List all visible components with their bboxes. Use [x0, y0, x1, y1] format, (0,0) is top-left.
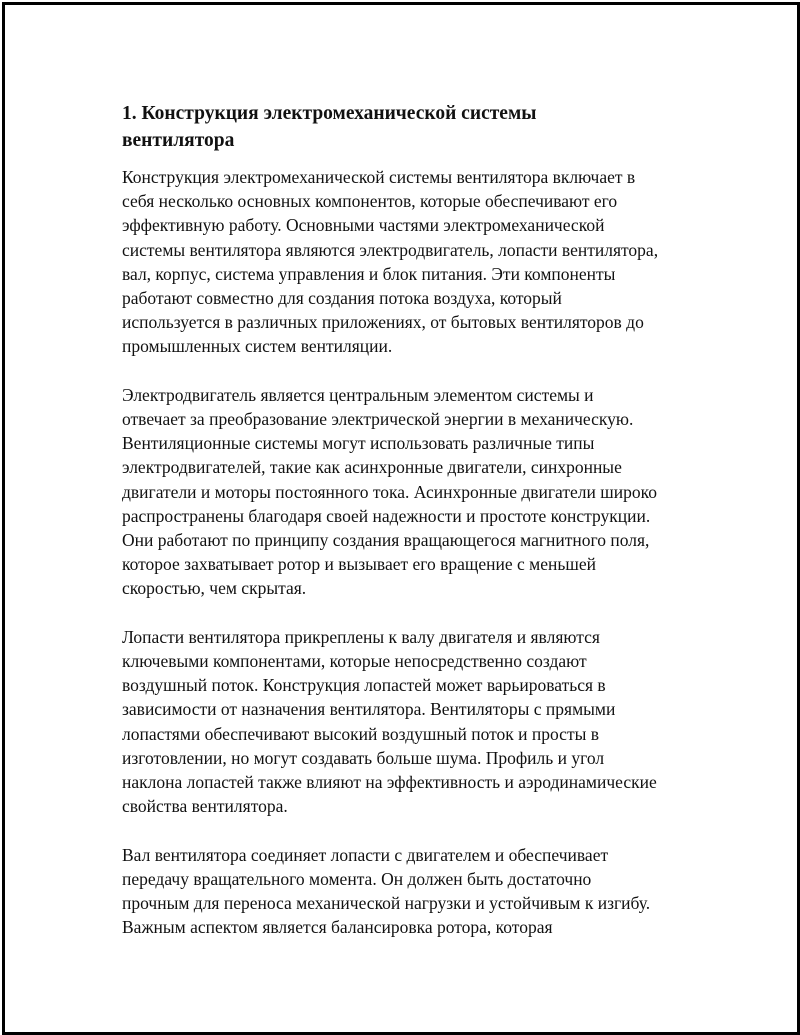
text-line: Вал вентилятора соединяет лопасти с двигателем и обеспечивает — [122, 844, 609, 865]
text-line: системы вентилятора являются электродвигатель, лопасти вентилятора, — [122, 239, 659, 260]
text-line: свойства вентилятора. — [122, 796, 288, 817]
text-line: себя несколько основных компонентов, которые обеспечивают его — [122, 191, 618, 212]
text-line: эффективную работу. Основными частями электромеханической — [122, 215, 605, 236]
heading-line: 1. Конструкция электромеханической системы — [122, 103, 537, 124]
section-heading — [122, 100, 692, 154]
text-line: Конструкция электромеханической системы вентилятора включает в — [122, 167, 636, 187]
text-line: наклона лопастей также влияют на эффективность и аэродинамические — [122, 772, 657, 793]
text-line: ключевыми компонентами, которые непосредственно создают — [122, 651, 587, 672]
text-line: зависимости от назначения вентилятора. Вентиляторы с прямыми — [122, 699, 616, 720]
document-body — [122, 100, 692, 964]
text-line: работают совместно для создания потока воздуха, который — [122, 288, 562, 309]
text-line: электродвигателей, такие как асинхронные двигатели, синхронные — [122, 457, 622, 478]
text-line: промышленных систем вентиляции. — [122, 336, 393, 357]
text-line: передачу вращательного момента. Он должен быть достаточно — [122, 868, 592, 889]
text-line: Вентиляционные системы могут использовать различные типы — [122, 433, 595, 454]
text-line: скоростью, чем скрытая. — [122, 578, 307, 599]
text-line: используется в различных приложениях, от бытовых вентиляторов до — [122, 312, 644, 333]
text-line: Они работают по принципу создания вращающегося магнитного поля, — [122, 530, 650, 551]
paragraph-3 — [122, 625, 692, 819]
text-line: которое захватывает ротор и вызывает его вращение с меньшей — [122, 554, 596, 575]
text-line: Важным аспектом является балансировка ротора, которая — [122, 917, 553, 938]
paragraph-4 — [122, 843, 692, 940]
page-frame — [2, 2, 800, 1035]
text-line: двигатели и моторы постоянного тока. Асинхронные двигатели широко — [122, 481, 657, 502]
text-line: распространены благодаря своей надежности и простоте конструкции. — [122, 505, 651, 526]
text-line: изготовлении, но могут создавать больше шума. Профиль и угол — [122, 747, 605, 768]
heading-line: вентилятора — [122, 130, 235, 151]
paragraph-2 — [122, 383, 692, 601]
text-line: лопастями обеспечивают высокий воздушный поток и просты в — [122, 723, 599, 744]
paragraph-1 — [122, 165, 692, 359]
text-line: вал, корпус, система управления и блок питания. Эти компоненты — [122, 263, 616, 284]
text-line: отвечает за преобразование электрической энергии в механическую. — [122, 409, 634, 430]
text-line: Электродвигатель является центральным элементом системы и — [122, 384, 594, 405]
text-line: воздушный поток. Конструкция лопастей может варьироваться в — [122, 675, 606, 696]
text-line: прочным для переноса механической нагрузки и устойчивым к изгибу. — [122, 893, 651, 914]
text-line: Лопасти вентилятора прикреплены к валу двигателя и являются — [122, 626, 600, 647]
